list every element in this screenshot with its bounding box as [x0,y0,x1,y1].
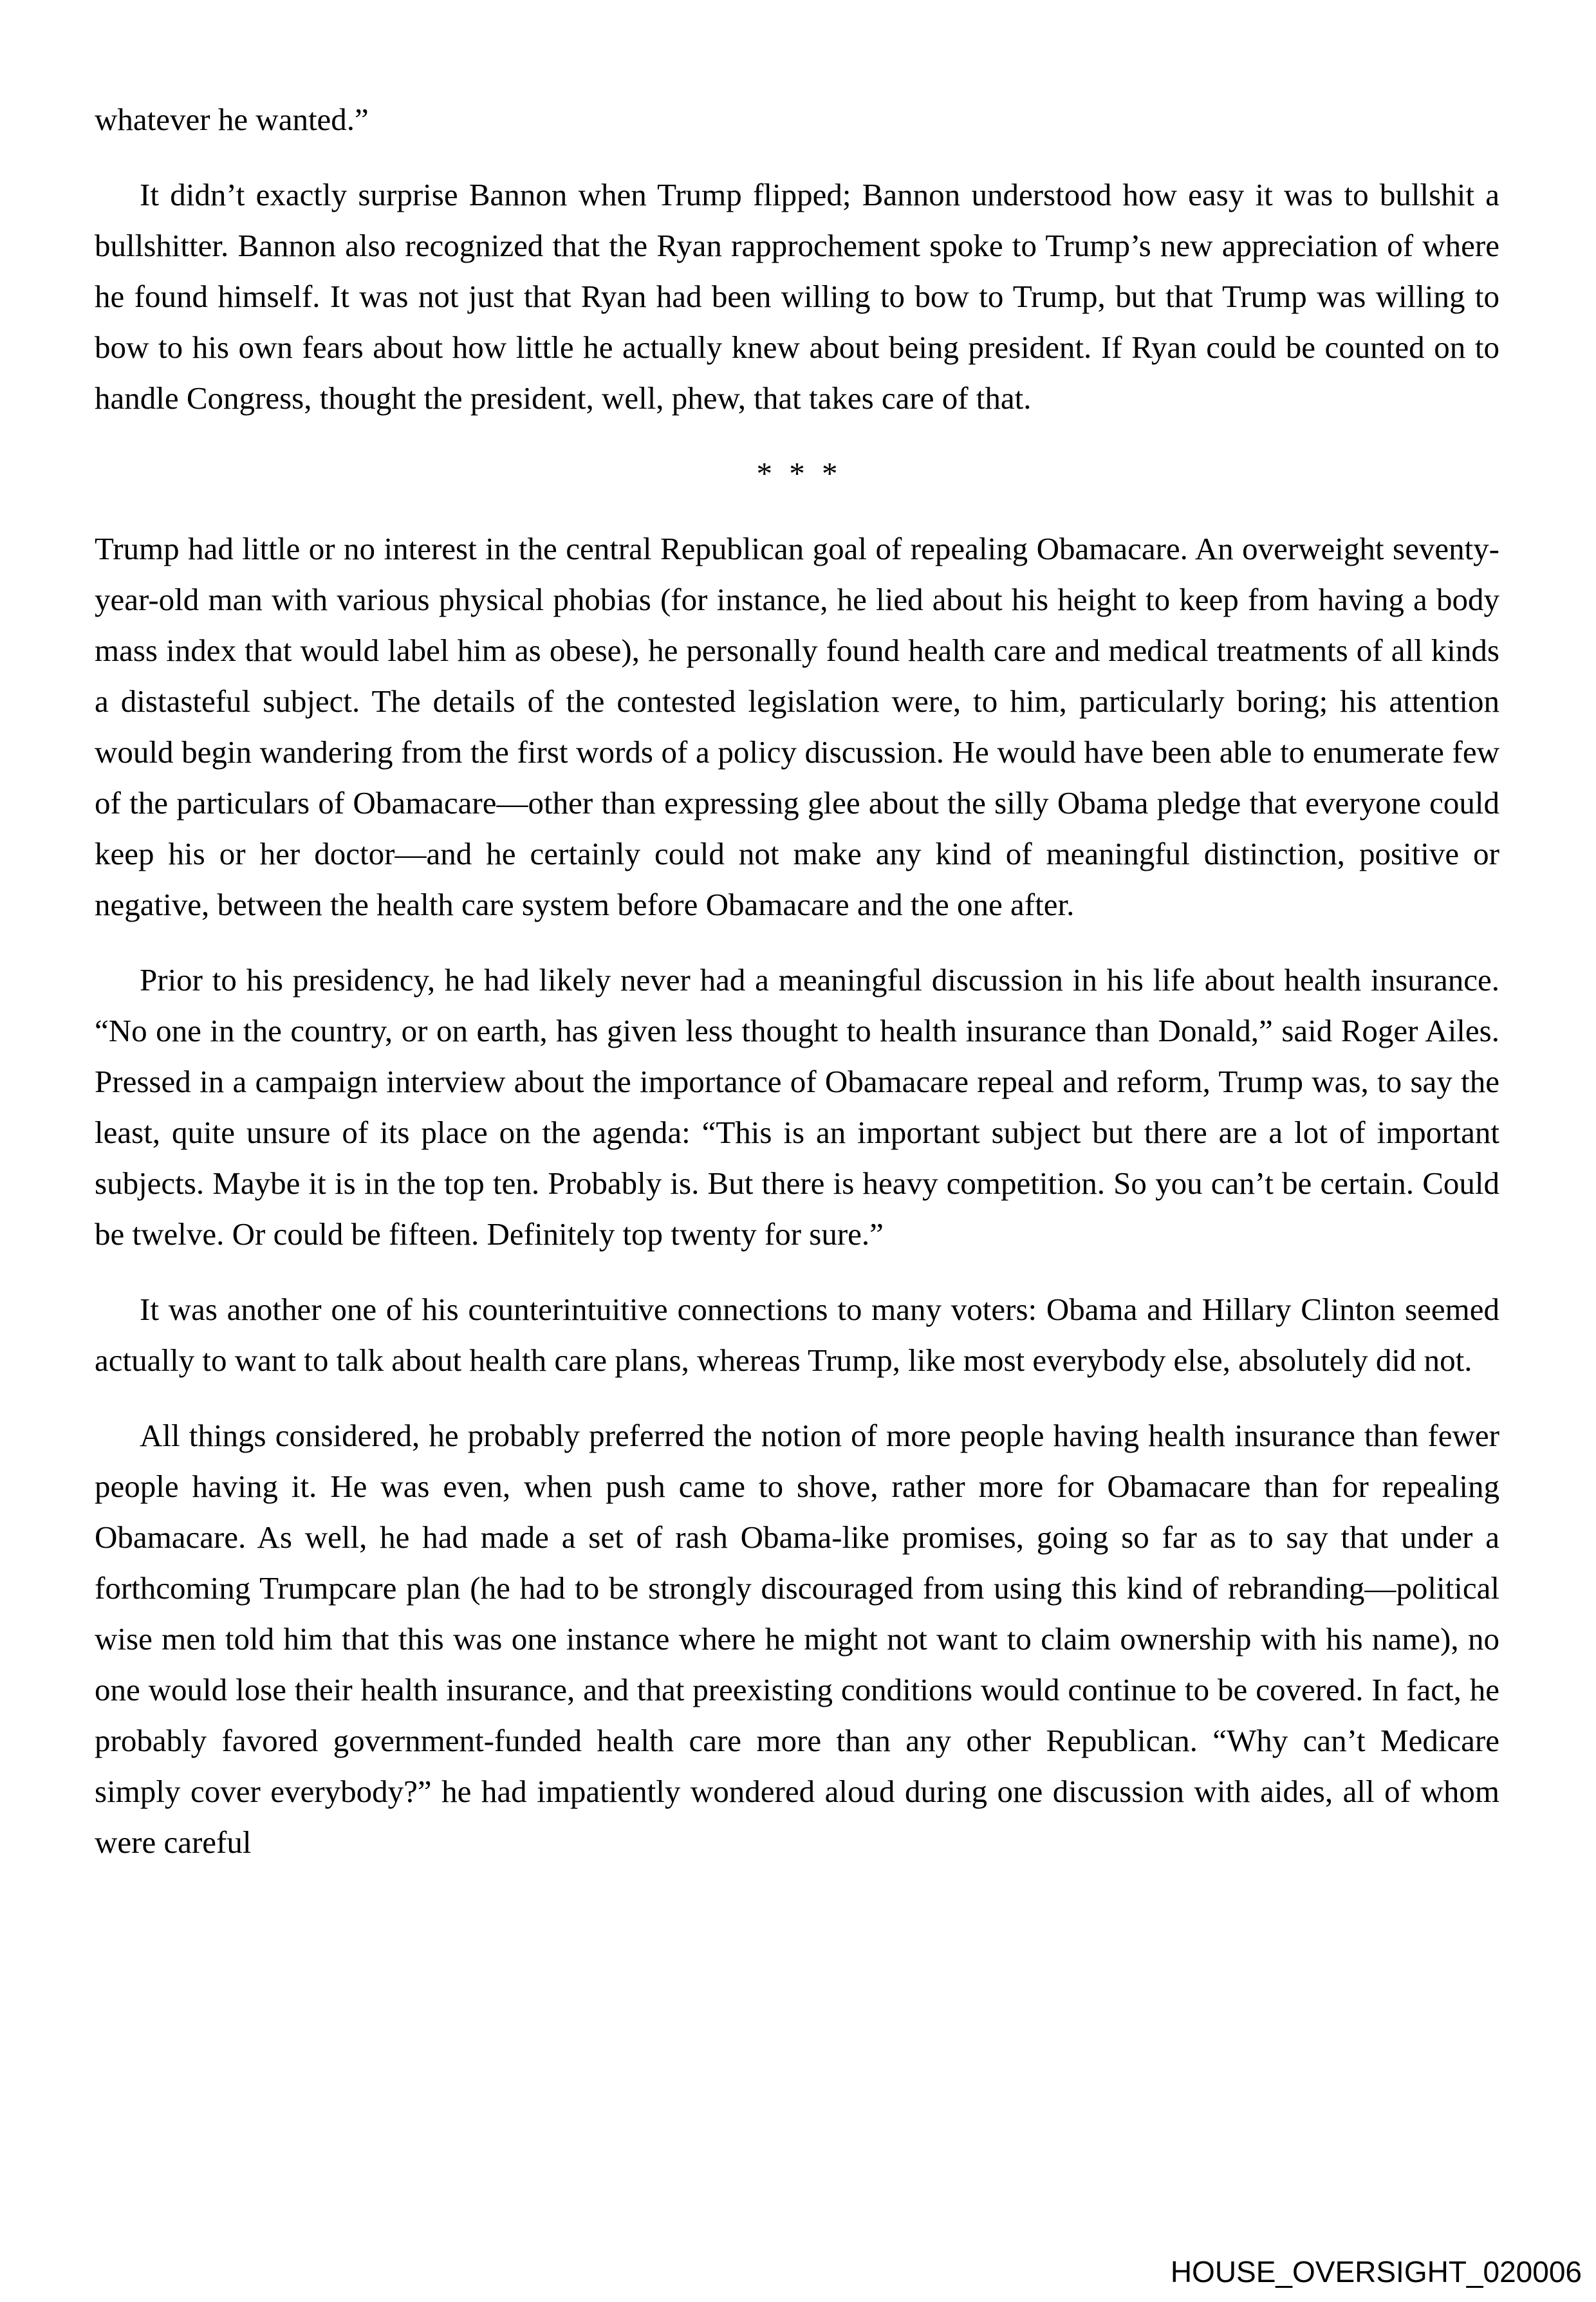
paragraph-health-insurance-discussion: Prior to his presidency, he had likely never had a meaningful discussion in his life about health insurance. “No one in the country, or on earth, has given less thought to health insurance than Donald,” said Roger Ailes. Pressed in a campaign interview about the importance of Obamacare repeal and reform, Trump was, to say the least, quite unsure of its place on the agenda: “This is an important subject but there are a lot of important subjects. Maybe it is in the top ten. Probably is. But there is heavy competition. So you can’t be certain. Could be twelve. Or could be fifteen. Definitely top twenty for sure.” [95,962,1499,1252]
paragraph-all-things-considered: All things considered, he probably preferred the notion of more people having health insurance than fewer people having it. He was even, when push came to shove, rather more for Obamacare than for repealing Obamacare. As well, he had made a set of rash Obama-like promises, going so far as to say that under a forthcoming Trumpcare plan (he had to be strongly discouraged from using this kind of rebranding—political wise men told him that this was one instance where he might not want to claim ownership with his name), no one would lose their health insurance, and that preexisting conditions would continue to be covered. In fact, he probably favored government-funded health care more than any other Republican. “Why can’t Medicare simply cover everybody?” he had impatiently wondered aloud during one discussion with aides, all of whom were careful [95,1418,1499,1860]
bates-stamp: HOUSE_OVERSIGHT_020006 [1170,2255,1582,2288]
paragraph-counterintuitive-connections: It was another one of his counterintuitive connections to many voters: Obama and Hillary Clinton seemed actually to want to talk about health care plans, whereas Trump, like most everybody else, absolutely did not. [95,1292,1499,1378]
section-divider: * * * [756,456,838,491]
paragraph-bannon-flipped: It didn’t exactly surprise Bannon when Trump flipped; Bannon understood how easy it was to bullshit a bullshitter. Bannon also recognized that the Ryan rapprochement spoke to Trump’s new appreciation of where he found himself. It was not just that Ryan had been willing to bow to Trump, but that Trump was willing to bow to his own fears about how little he actually knew about being president. If Ryan could be counted on to handle Congress, thought the president, well, phew, that takes care of that. [95,177,1499,416]
paragraph-obamacare-interest: Trump had little or no interest in the central Republican goal of repealing Obamacare. An overweight seventy-year-old man with various physical phobias (for instance, he lied about his height to keep from having a body mass index that would label him as obese), he personally found health care and medical treatments of all kinds a distasteful subject. The details of the contested legislation were, to him, particularly boring; his attention would begin wandering from the first words of a policy discussion. He would have been able to enumerate few of the particulars of Obamacare—other than expressing glee about the silly Obama pledge that everyone could keep his or her doctor—and he certainly could not make any kind of meaningful distinction, positive or negative, between the health care system before Obamacare and the one after. [95,531,1499,922]
paragraph-continuation: whatever he wanted.” [95,102,369,137]
